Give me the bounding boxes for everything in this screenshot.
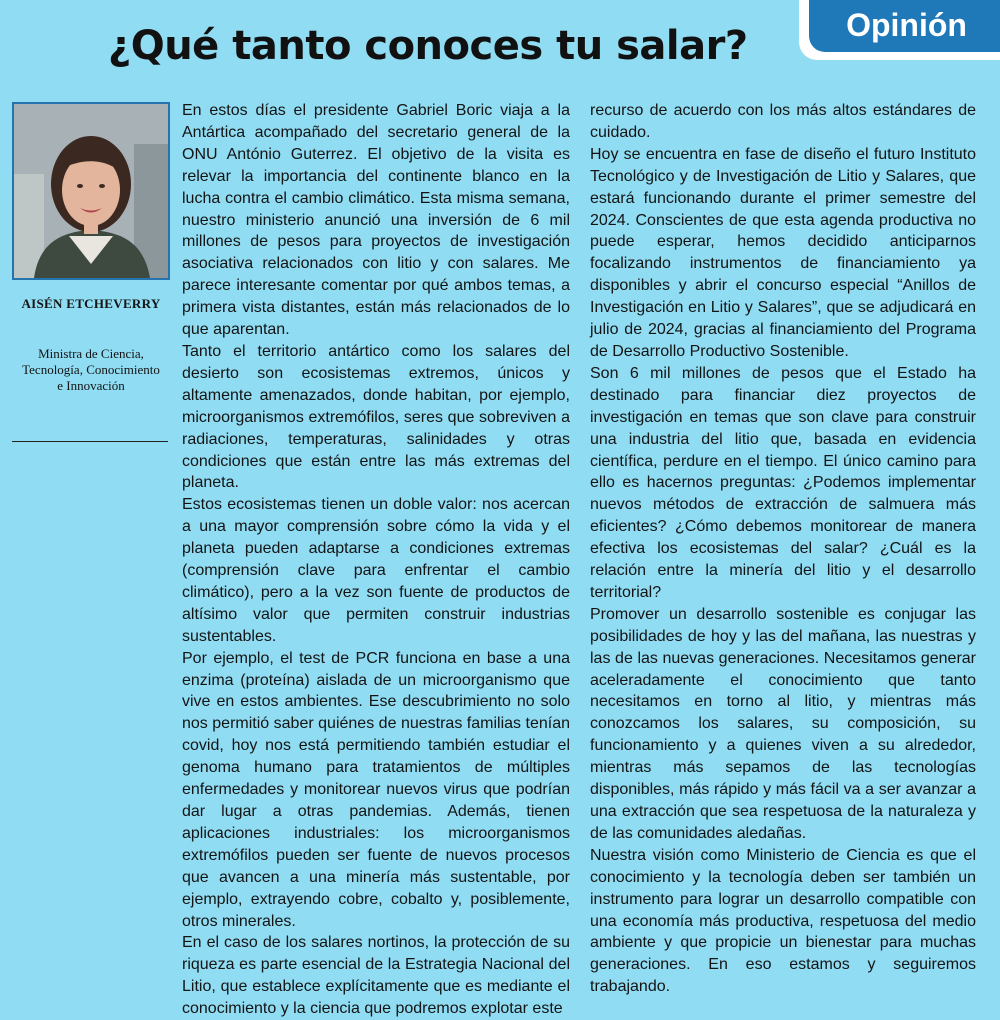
author-role-line: Ministra de Ciencia, [38,346,144,361]
paragraph: Estos ecosistemas tienen un doble valor: nos acercan a una mayor comprensión sobre cómo la vida y el planeta pueden adaptarse a condiciones extremas (comprensión clave para enfrentar el cambio climático), pero a la vez son fuente de productos de altísimo valor que permiten construir industrias sustentables. [182,496,570,645]
paragraph: recurso de acuerdo con los más altos estándares de cuidado. [590,102,976,141]
paragraph: Promover un desarrollo sostenible es conjugar las posibilidades de hoy y las del mañana, las nuestras y las de las nuevas generaciones. Necesitamos generar aceleradamente el conocimiento que tanto necesitamos en torno al litio, y mientras más conozcamos los salares, su composición, su funcionamiento y a quienes viven a su alrededor, mientras más sepamos de las tecnologías disponibles, más rápido y más fácil va a ser avanzar a una extracción que sea respetuosa de la naturaleza y de las comunidades aledañas. [590,605,976,842]
paragraph: Nuestra visión como Ministerio de Ciencia es que el conocimiento y la tecnología deben ser también un instrumento para lograr un desarrollo compatible con una economía más productiva, respetuosa del medio ambiente y que propicie un bienestar para muchas generaciones. En eso estamos y seguiremos trabajando. [590,846,976,996]
section-label: Opinión [809,0,1000,52]
paragraph: Tanto el territorio antártico como los salares del desierto son ecosistemas extremos, únicos y altamente amenazados, donde habitan, por ejemplo, microorganismos extremófilos, seres que sobreviven a radiaciones, temperaturas, salinidades y otras condiciones que están entre las más extremas del planeta. [182,342,570,492]
paragraph: Hoy se encuentra en fase de diseño el futuro Instituto Tecnológico y de Investigación de Litio y Salares, que estará funcionando durante el primer semestre del 2024. Conscientes de que esta agenda productiva no puede esperar, hemos decidido anticiparnos focalizando instrumentos de financiamiento ya disponibles y abrir el concurso especial “Anillos de Investigación en Litio y Salares”, que se adjudicará en julio de 2024, gracias al financiamiento del Programa de Desarrollo Productivo Sostenible. [590,145,976,360]
divider [12,441,168,442]
author-name: AISÉN ETCHEVERRY [21,296,161,311]
article-column-2 [590,100,976,998]
article-column-1 [182,100,570,1020]
paragraph: Por ejemplo, el test de PCR funciona en base a una enzima (proteína) aislada de un microorganismo que vive en estos ambientes. Ese descubrimiento no solo nos permitió saber quiénes de nuestras familias tenían covid, hoy nos está permitiendo también estudiar el genoma humano para tratamientos de múltiples enfermedades y monitorear nuevos virus que podrían dar lugar a otras pandemias. Además, tienen aplicaciones industriales: los microorganismos extremófilos pueden ser fuente de nuevos procesos que avancen a una minería más sustentable, por ejemplo, extrayendo cobre, cobalto y, posiblemente, otros minerales. [182,649,570,930]
paragraph: En el caso de los salares nortinos, la protección de su riqueza es parte esencial de la Estrategia Nacional del Litio, que establece explícitamente que es mediante el conocimiento y la ciencia que podremos explotar este [182,934,570,1018]
author-photo [12,102,170,280]
author-role-line: e Innovación [57,378,125,393]
paragraph: Son 6 mil millones de pesos que el Estado ha destinado para financiar diez proyectos de investigación en temas que son clave para construir una industria del litio que, basada en evidencia científica, perdure en el tiempo. El único camino para ello es hacernos preguntas: ¿Podemos implementar nuevos métodos de extracción de salmuera más eficientes? ¿Cómo debemos monitorear de manera efectiva los ecosistemas del salar? ¿Cuál es la relación entre la minería del litio y el desarrollo territorial? [590,364,976,601]
author-role-line: Tecnología, Conocimiento [22,362,160,377]
paragraph: En estos días el presidente Gabriel Boric viaja a la Antártica acompañado del secretario general de la ONU António Guterrez. El objetivo de la visita es relevar la importancia del continente blanco en la lucha contra el cambio climático. Esta misma semana, nuestro ministerio anunció una inversión de 6 mil millones de pesos para proyectos de investigación asociativa relacionados con litio y con salares. Me parece interesante comentar por qué ambos temas, a primera vista distantes, están más relacionados de lo que aparentan. [182,102,570,339]
headline: ¿Qué tanto conoces tu salar? [108,23,748,69]
author-sidebar [12,102,170,394]
author-role [12,346,170,394]
section-tag [799,0,1000,60]
